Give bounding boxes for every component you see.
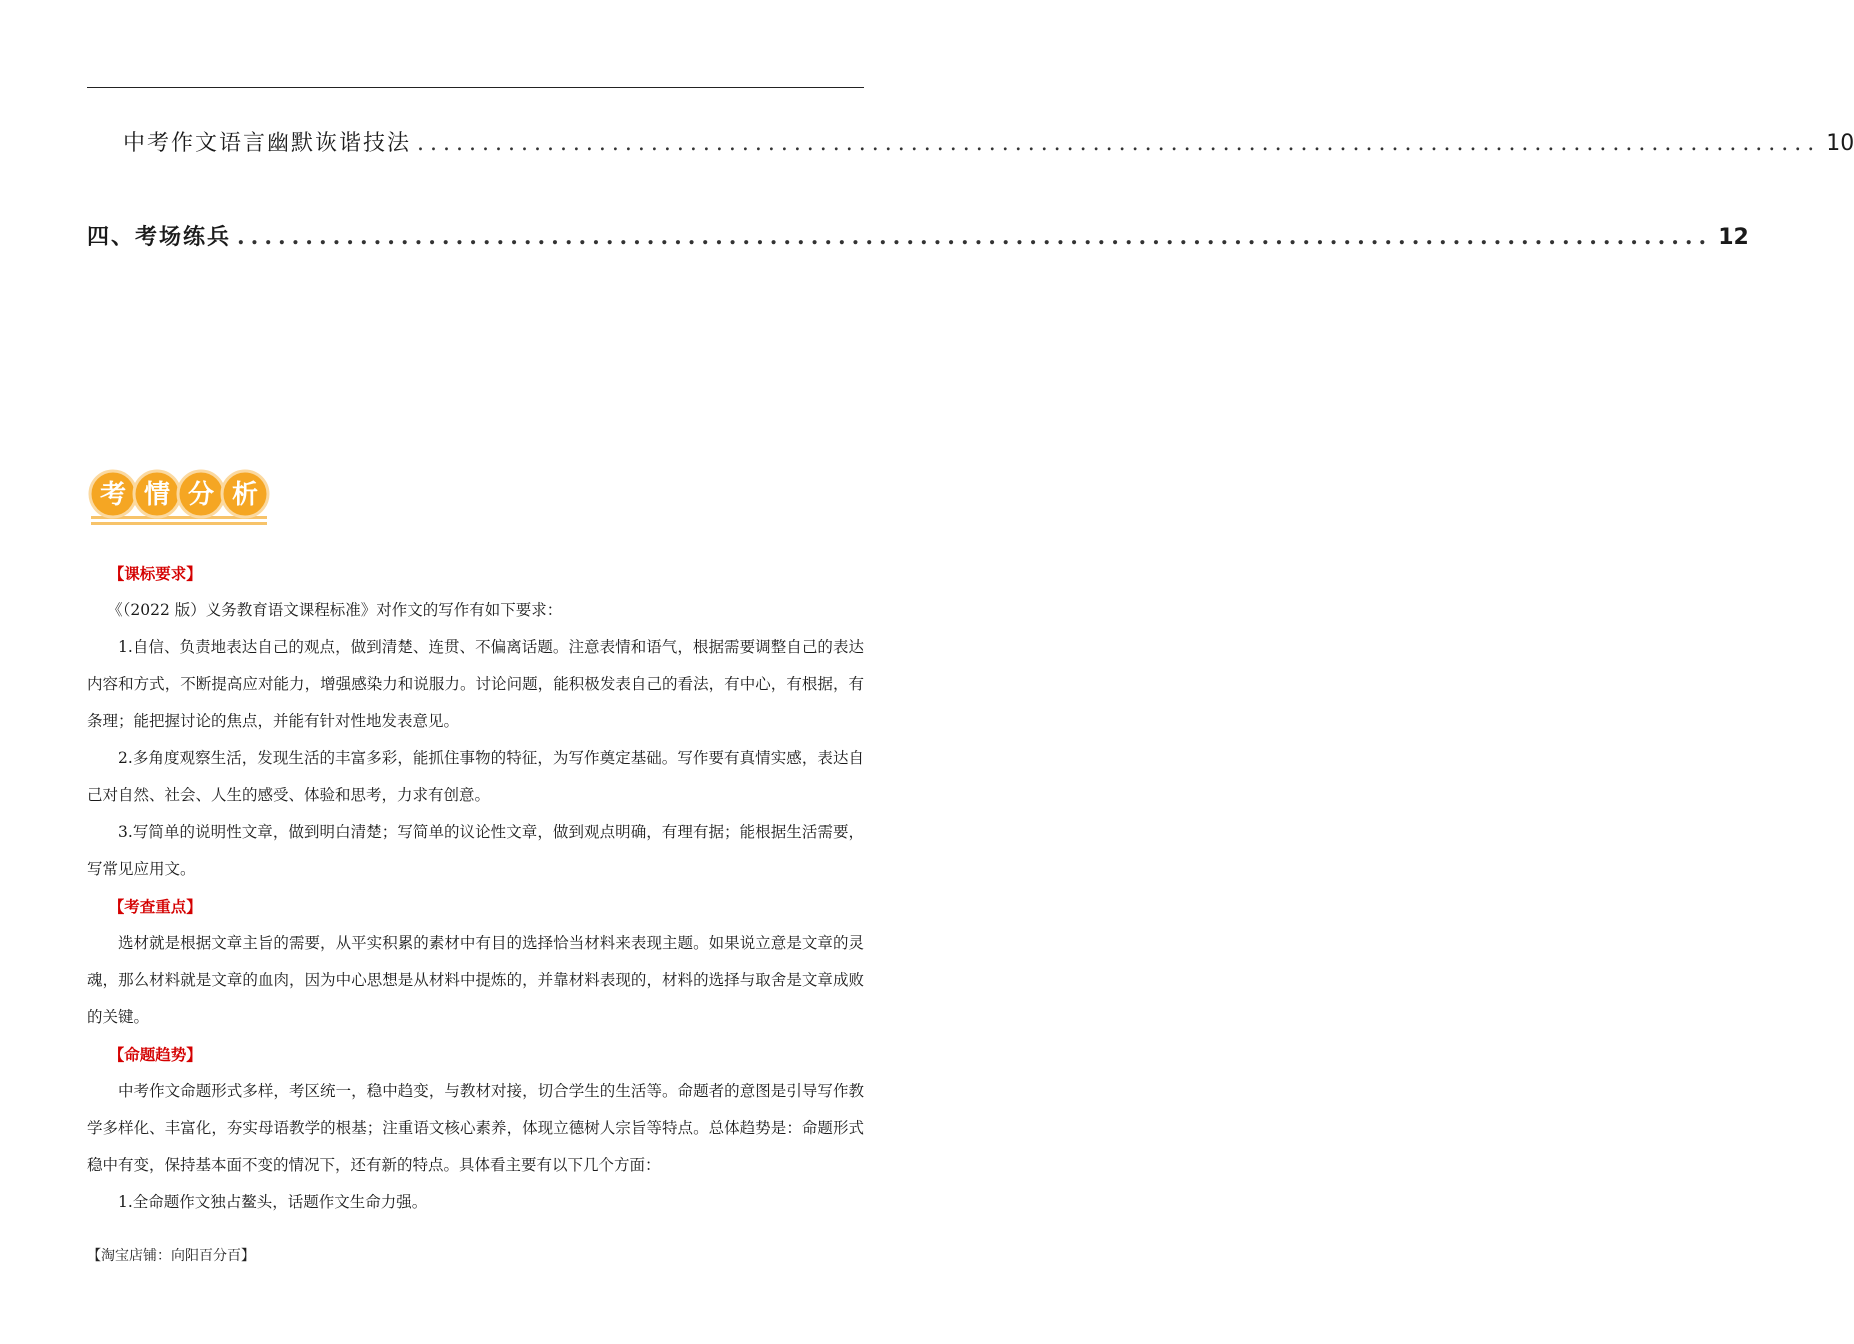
- toc-entry-label: 中考作文语言幽默诙谐技法: [123, 131, 412, 156]
- exam-focus-text: 选材就是根据文章主旨的需要，从平实积累的素材中有目的选择恰当材料来表现主题。如果说立意是文章的灵魂，那么材料就是文章的血肉，因为中心思想是从材料中提炼的，并靠材料表现的，材料的选择与取舍是文章成败的关键。: [87, 934, 864, 1026]
- toc-entry-label: 四、考场练兵: [87, 224, 232, 250]
- banner-char: 分: [187, 480, 215, 510]
- curriculum-intro: 《（2022 版）义务教育语文课程标准》对作文的写作有如下要求：: [107, 601, 563, 619]
- heading-question-trend: 【命题趋势】: [108, 1045, 202, 1064]
- banner-char: 考: [99, 480, 127, 510]
- toc-dot-leader: ............................................................................................................: [237, 224, 1713, 250]
- section-banner-exam-analysis: [87, 468, 271, 530]
- banner-badge: [134, 471, 180, 517]
- requirement-item-3: 3.写简单的说明性文章，做到明白清楚；写简单的议论性文章，做到观点明确，有理有据；能根据生活需要，写常见应用文。: [87, 823, 864, 878]
- question-trend-item-1: 1.全命题作文独占鳌头，话题作文生命力强。: [118, 1193, 428, 1211]
- toc-entry-humor-techniques[interactable]: [87, 126, 1854, 157]
- toc-page-number: 10: [1826, 131, 1854, 156]
- header-rule: [87, 87, 864, 88]
- question-trend-text: 中考作文命题形式多样，考区统一，稳中趋变，与教材对接，切合学生的生活等。命题者的意图是引导写作教学多样化、丰富化，夯实母语教学的根基；注重语文核心素养，体现立德树人宗旨等特点。总体趋势是：命题形式稳中有变，保持基本面不变的情况下，还有新的特点。具体看主要有以下几个方面：: [87, 1082, 864, 1174]
- main-content: [87, 555, 864, 1221]
- banner-char: 情: [143, 480, 171, 510]
- banner-badge: [90, 471, 136, 517]
- footer-shop-note: 【淘宝店铺：向阳百分百】: [87, 1248, 255, 1264]
- banner-badge: [222, 471, 268, 517]
- banner-badge: [178, 471, 224, 517]
- heading-curriculum-requirements: 【课标要求】: [108, 564, 202, 583]
- toc-entry-exam-practice[interactable]: [87, 220, 1749, 251]
- banner-underline: [91, 522, 267, 525]
- requirement-item-2: 2.多角度观察生活，发现生活的丰富多彩，能抓住事物的特征，为写作奠定基础。写作要有真情实感，表达自己对自然、社会、人生的感受、体验和思考，力求有创意。: [87, 749, 864, 804]
- toc-dot-leader: ............................................................................................................: [417, 131, 1821, 156]
- heading-exam-focus: 【考查重点】: [108, 897, 202, 916]
- toc-page-number: 12: [1718, 225, 1749, 250]
- banner-char: 析: [231, 480, 259, 510]
- requirement-item-1: 1.自信、负责地表达自己的观点，做到清楚、连贯、不偏离话题。注意表情和语气，根据需要调整自己的表达内容和方式，不断提高应对能力，增强感染力和说服力。讨论问题，能积极发表自己的看法，有中心，有根据，有条理；能把握讨论的焦点，并能有针对性地发表意见。: [87, 638, 864, 730]
